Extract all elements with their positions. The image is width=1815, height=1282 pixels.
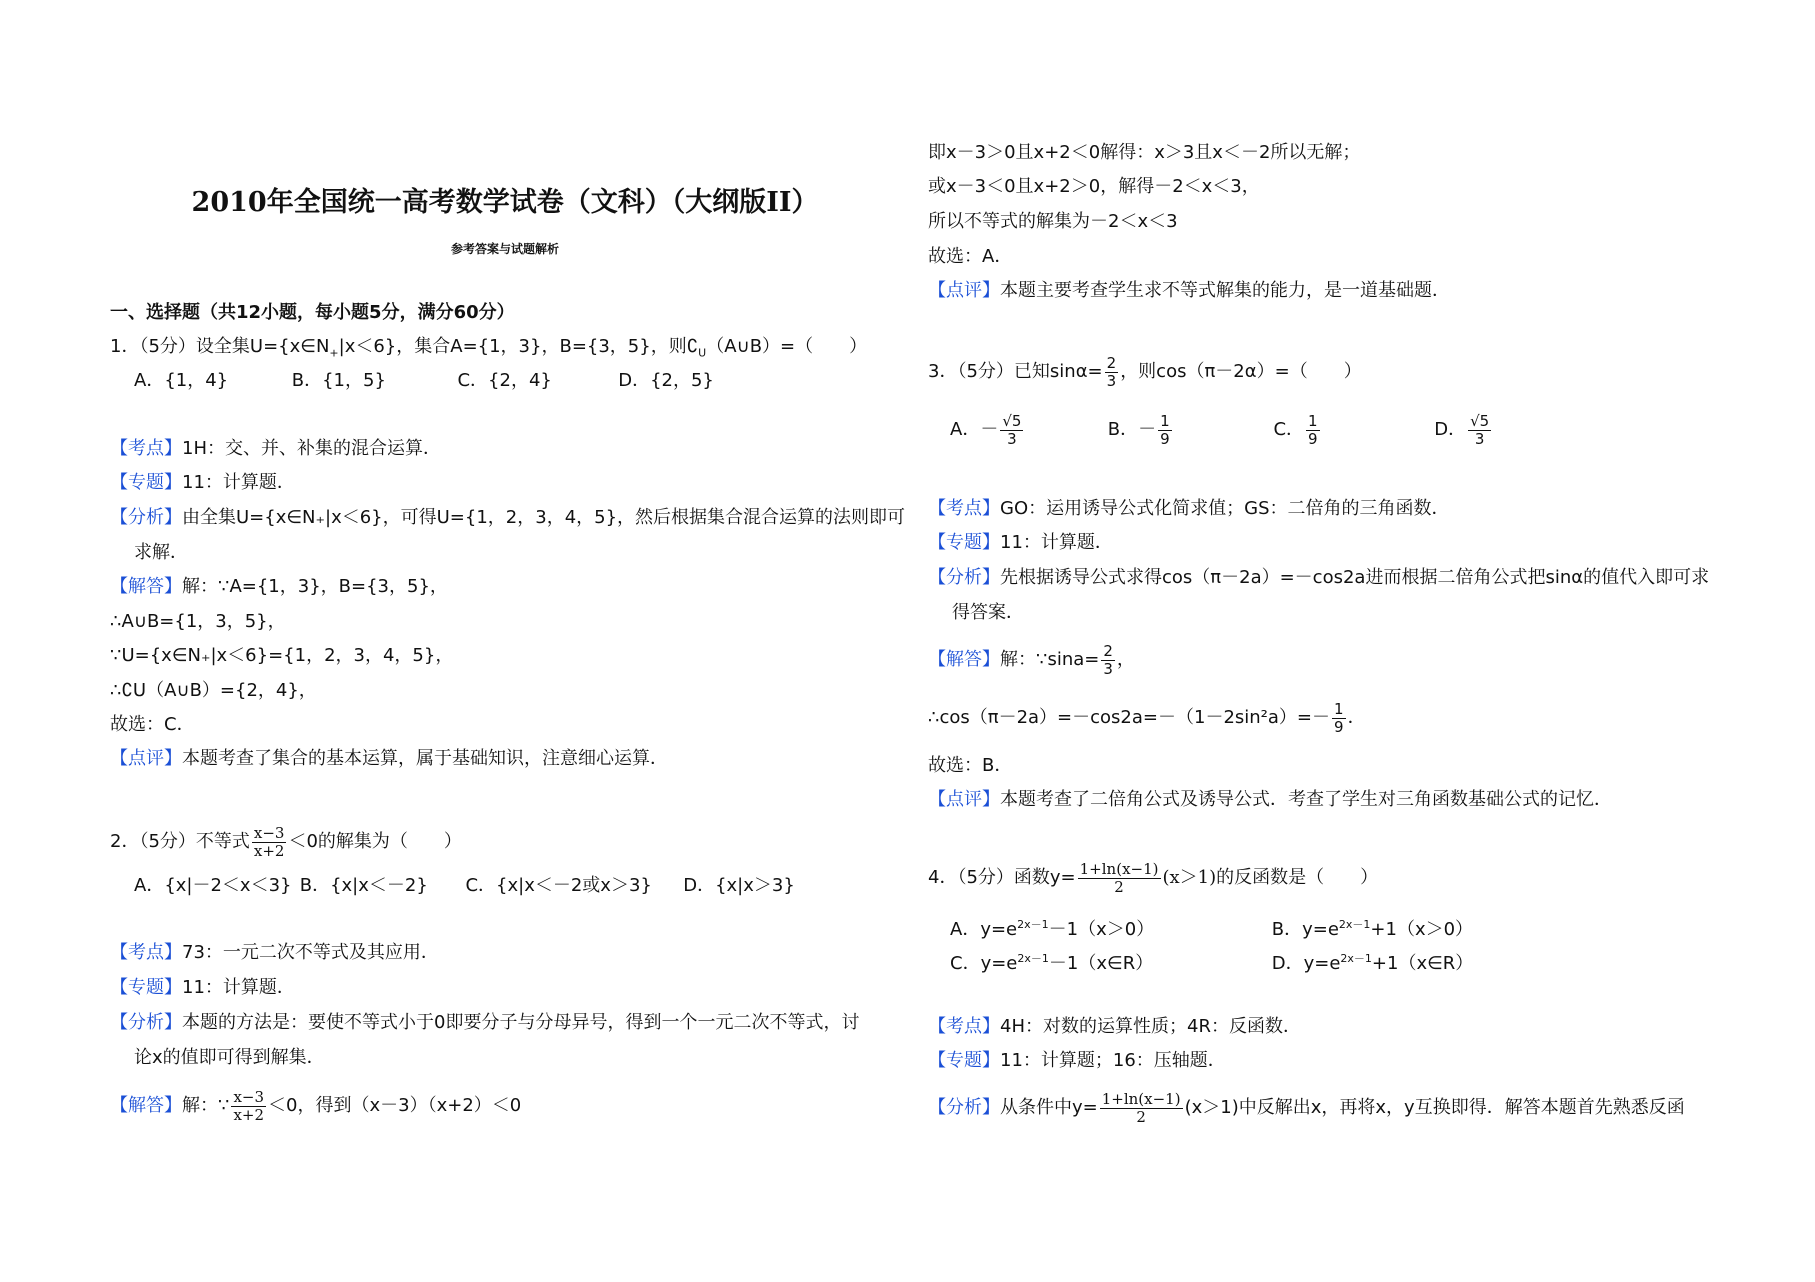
q4-option-d[interactable] [1272,946,1474,977]
q3-fenxi-cont: 得答案． [952,602,1024,623]
zhuanti-label: 【专题】 [928,532,1000,553]
q1-option-a[interactable]: A．{1，4} [134,370,229,391]
q4-opt-text: －1（x＞0） [1048,919,1155,940]
q3-jieda-num: 2 [1103,641,1113,660]
q4-options-row2 [950,946,1473,977]
q1-stem-sub: + [329,346,339,360]
q3-jieda-line [928,698,1366,738]
q3-opt-b-num: 1 [1160,411,1170,430]
fenxi-label: 【分析】 [110,1012,182,1033]
q4-opt-text: +1（x∈R） [1371,953,1474,974]
q3-opt-label: C． [1273,419,1305,440]
fenxi-label: 【分析】 [928,1097,1000,1118]
q3-opt-c-den: 9 [1308,429,1318,448]
q2-option-c[interactable]: C．{x|x＜－2或x＞3} [465,875,652,896]
kaodian-label: 【考点】 [110,438,182,459]
q1-stem-part: 1．（5分）设全集U={x∈N [110,336,330,357]
q2-solution-line: 故选：A． [928,246,1013,267]
q1-stem-part: |x＜6}，集合A={1，3}，B={3，5}，则∁ [338,336,699,357]
q4-kaodian [928,1014,1301,1040]
q1-kaodian-text: 1H：交、并、补集的混合运算． [182,438,441,459]
jieda-label: 【解答】 [110,576,182,597]
q3-jieda-line: 故选：B． [928,755,1013,776]
dianping-label: 【点评】 [928,789,1000,810]
q4-opt-text: A．y=e [950,919,1018,940]
q1-jieda [110,574,448,600]
q3-jieda [928,640,1135,680]
q3-option-b[interactable] [1108,408,1268,452]
q3-jieda-text: ∴cos（π－2a）=－cos2a=－（1－2sin²a）=－ [928,707,1331,728]
q3-opt-a-num: √5 [1002,411,1022,430]
q3-frac-den: 3 [1106,371,1117,390]
q3-opt-sign: － [980,419,999,440]
q4-zhuanti-text: 11：计算题；16：压轴题． [1000,1050,1226,1071]
q3-fenxi [928,565,1709,591]
q3-opt-d-den: 3 [1474,429,1485,448]
q2-solution-line: 或x－3＜0且x+2＞0，解得－2＜x＜3， [928,176,1260,197]
kaodian-label: 【考点】 [928,498,1000,519]
q3-dianping [928,787,1612,813]
q1-jieda-line: ∵U={x∈N₊|x＜6}={1，2，3，4，5}， [110,645,454,666]
q3-kaodian [928,496,1450,522]
q3-opt-label: B． [1107,419,1139,440]
q2-jieda-text: 解：∵ [182,1095,230,1116]
section-title: 一、选择题（共12小题，每小题5分，满分60分） [110,302,515,323]
q3-dianping-text: 本题考查了二倍角公式及诱导公式．考查了学生对三角函数基础公式的记忆． [1000,789,1612,810]
q1-jieda-line: ∴A∪B={1，3，5}， [110,611,286,632]
q3-opt-d-num: √5 [1470,411,1490,430]
q2-jieda-fraction [231,1089,266,1124]
q2-dianping [928,278,1450,304]
q3-opt-a-den: 3 [1007,429,1017,448]
q4-option-b[interactable] [1272,912,1473,943]
q3-opt-c-fraction [1306,413,1320,448]
q2-option-b[interactable]: B．{x|x＜－2} [299,875,428,896]
q2-options [134,873,795,899]
q4-opt-sup: 2x－1 [1017,918,1049,931]
q2-option-d[interactable]: D．{x|x＞3} [683,875,795,896]
q3-jieda-fraction [1101,643,1115,678]
q2-fenxi-cont: 论x的值即可得到解集． [134,1047,325,1068]
q2-frac-num: x−3 [233,1087,265,1106]
zhuanti-label: 【专题】 [110,977,182,998]
q4-frac-num: 1+ln(x−1) [1101,1089,1181,1108]
document-subtitle: 参考答案与试题解析 [450,242,559,256]
q3-jieda-text: ． [1347,707,1366,728]
q3-stem [928,352,1362,392]
dianping-label: 【点评】 [928,280,1000,301]
q4-opt-text: C．y=e [950,953,1018,974]
q2-zhuanti [110,975,295,1001]
q4-opt-text: －1（x∈R） [1048,953,1154,974]
q1-fenxi [110,505,905,531]
q3-jieda-text: 解：∵sina= [1000,649,1100,670]
q3-opt-label: D． [1434,419,1467,440]
q2-option-a[interactable]: A．{x|－2＜x＜3} [134,875,292,896]
q3-line-fraction [1332,701,1346,736]
q2-frac-den: x+2 [253,841,285,860]
q1-zhuanti-text: 11：计算题． [182,472,295,493]
q2-kaodian-text: 73：一元二次不等式及其应用． [182,942,439,963]
q4-frac-den: 2 [1114,877,1124,896]
q1-jieda-line: 故选：C． [110,714,195,735]
q4-opt-text: B．y=e [1271,919,1339,940]
q3-opt-b-den: 9 [1160,429,1170,448]
q2-frac-den: x+2 [233,1105,265,1124]
q4-fenxi-fraction [1100,1091,1183,1126]
q3-opt-c-num: 1 [1308,411,1318,430]
q1-option-b[interactable]: B．{1，5} [291,370,386,391]
q1-dianping-text: 本题考查了集合的基本运算，属于基础知识，注意细心运算． [182,748,668,769]
q3-kaodian-text: GO：运用诱导公式化简求值；GS：二倍角的三角函数． [1000,498,1450,519]
q3-zhuanti [928,530,1113,556]
q3-frac-num: 2 [1106,353,1117,372]
q3-options [950,408,1493,452]
q1-zhuanti [110,470,295,496]
q4-option-c[interactable] [950,946,1266,977]
q3-opt-b-fraction [1158,413,1172,448]
q2-stem [110,822,462,862]
q1-options [134,368,714,394]
q4-fenxi [928,1088,1685,1128]
q3-stem-part: 3．（5分）已知sinα= [928,361,1103,382]
q4-stem-part: (x＞1)的反函数是（ ） [1162,867,1379,888]
q3-opt-a-fraction [1000,413,1023,448]
q2-kaodian [110,940,439,966]
q2-frac-num: x−3 [253,823,285,842]
q4-kaodian-text: 4H：对数的运算性质；4R：反函数． [1000,1016,1301,1037]
zhuanti-label: 【专题】 [928,1050,1000,1071]
q4-frac-num: 1+ln(x−1) [1079,859,1159,878]
q1-option-d[interactable]: D．{2，5} [618,370,714,391]
zhuanti-label: 【专题】 [110,472,182,493]
q4-opt-sup: 2x－1 [1340,952,1372,965]
q2-stem-part: ＜0的解集为（ ） [288,831,462,852]
jieda-label: 【解答】 [110,1095,182,1116]
q2-dianping-text: 本题主要考查学生求不等式解集的能力，是一道基础题． [1000,280,1450,301]
q1-stem [110,334,867,367]
q4-opt-sup: 2x－1 [1338,918,1371,931]
q2-solution-line: 所以不等式的解集为－2＜x＜3 [928,211,1178,232]
q3-opt-sign: － [1138,419,1157,440]
q2-stem-part: 2．（5分）不等式 [110,831,250,852]
q4-stem-part: 4．（5分）函数y= [928,867,1076,888]
q1-jieda-line: ∴∁U（A∪B）={2，4}， [110,680,317,701]
document-title: 2010年全国统一高考数学试卷（文科）（大纲版II） [191,187,819,218]
q4-stem [928,858,1378,898]
q1-fenxi-text: 由全集U={x∈N₊|x＜6}，可得U={1，2，3，4，5}，然后根据集合混合运算的法则即可 [182,507,906,528]
dianping-label: 【点评】 [110,748,182,769]
jieda-label: 【解答】 [928,649,1000,670]
q3-opt-label: A． [950,419,981,440]
q3-opt-d-fraction [1468,413,1491,448]
q4-option-a[interactable] [950,912,1266,943]
q1-option-c[interactable]: C．{2，4} [457,370,552,391]
q4-zhuanti [928,1048,1226,1074]
q3-fenxi-text: 先根据诱导公式求得cos（π－2a）=－cos2a进而根据二倍角公式把sinα的值代入即可求 [1000,567,1710,588]
q3-option-c[interactable] [1273,408,1428,452]
fenxi-label: 【分析】 [928,567,1000,588]
q1-stem-sub: U [698,346,707,360]
q2-fenxi-text: 本题的方法是：要使不等式小于0即要分子与分母异号，得到一个一元二次不等式，讨 [182,1012,860,1033]
q2-zhuanti-text: 11：计算题． [182,977,295,998]
q3-option-a[interactable] [950,408,1102,452]
kaodian-label: 【考点】 [110,942,182,963]
q3-zhuanti-text: 11：计算题． [1000,532,1113,553]
q2-fraction [252,825,287,860]
q4-opt-sup: 2x－1 [1017,952,1049,965]
q3-line-den: 9 [1334,717,1344,736]
q4-fenxi-text: (x＞1)中反解出x，再将x，y互换即得．解答本题首先熟悉反函 [1184,1097,1685,1118]
q4-options-row1 [950,912,1473,943]
q4-opt-text: D．y=e [1271,953,1341,974]
kaodian-label: 【考点】 [928,1016,1000,1037]
q1-jieda-text: 解：∵A={1，3}，B={3，5}， [182,576,448,597]
q2-solution-line: 即x－3＞0且x+2＜0解得：x＞3且x＜－2所以无解； [928,142,1361,163]
q4-frac-den: 2 [1136,1107,1146,1126]
q3-jieda-text: ， [1116,649,1135,670]
fenxi-label: 【分析】 [110,507,182,528]
q3-stem-part: ，则cos（π－2α）=（ ） [1120,361,1362,382]
q2-jieda [110,1086,521,1126]
q3-jieda-den: 3 [1103,659,1113,678]
q4-fraction [1078,861,1161,896]
q1-stem-part: （A∪B）=（ ） [706,336,868,357]
q3-line-num: 1 [1334,699,1344,718]
q4-fenxi-text: 从条件中y= [1000,1097,1098,1118]
q3-option-d[interactable] [1434,408,1493,452]
q1-dianping [110,746,668,772]
q2-jieda-text: ＜0，得到（x－3）（x+2）＜0 [268,1095,522,1116]
q3-fraction [1105,355,1119,390]
q2-fenxi [110,1010,859,1036]
q1-fenxi-cont: 求解． [134,542,188,563]
q1-kaodian [110,436,441,462]
q4-opt-text: +1（x＞0） [1370,919,1474,940]
